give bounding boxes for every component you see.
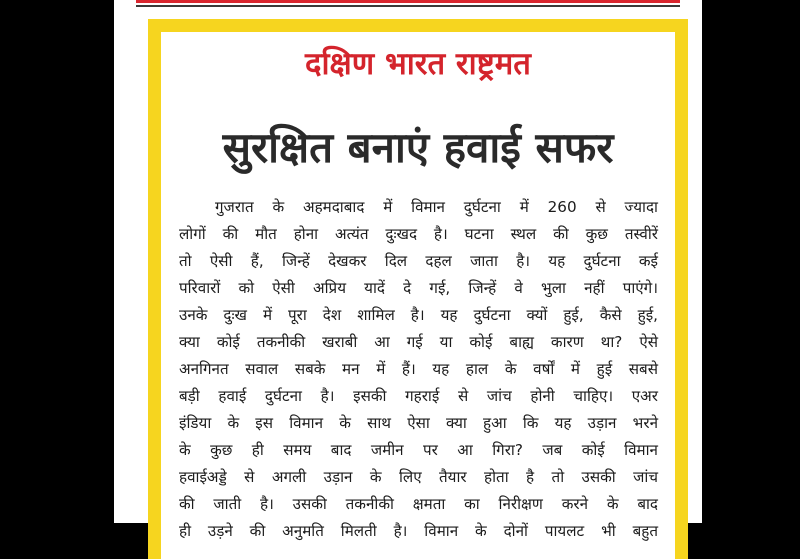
top-rule-dark <box>136 5 680 7</box>
article-line: क्या कोई तकनीकी खराबी आ गई या कोई बाह्य कारण था? ऐसे <box>179 333 658 351</box>
article-line: गुजरात के अहमदाबाद में विमान दुर्घटना में 260 से ज्यादा <box>215 198 658 216</box>
article-line: ही उड़ने की अनुमति मिलती है। विमान के दोनों पायलट भी बहुत <box>179 522 658 540</box>
article-line: उनके दुःख में पूरा देश शामिल है। यह दुर्घटना क्यों हुई, कैसे हुई, <box>179 306 658 324</box>
article-line: अनगिनत सवाल सबके मन में हैं। यह हाल के वर्षों में हुई सबसे <box>179 360 658 378</box>
article-line: हवाईअड्डे से अगली उड़ान के लिए तैयार होता है तो उसकी जांच <box>179 468 658 486</box>
top-rule-red <box>136 0 680 3</box>
article-line: की जाती है। उसकी तकनीकी क्षमता का निरीक्षण करने के बाद <box>179 495 658 513</box>
article-line: के कुछ ही समय बाद जमीन पर आ गिरा? जब कोई विमान <box>179 441 658 459</box>
article-line: तो ऐसी हैं, जिन्हें देखकर दिल दहल जाता है। यह दुर्घटना कई <box>179 252 658 270</box>
editorial-box <box>148 19 688 559</box>
article-line: बड़ी हवाई दुर्घटना है। इसकी गहराई से जांच होनी चाहिए। एअर <box>179 387 658 405</box>
article-body <box>179 194 658 545</box>
article-line: परिवारों को ऐसी अप्रिय यादें दे गई, जिन्हें वे भुला नहीं पाएंगे। <box>179 279 658 297</box>
masthead: दक्षिण भारत राष्ट्रमत <box>305 46 531 82</box>
article-line: लोगों की मौत होना अत्यंत दुःखद है। घटना स्थल की कुछ तस्वीरें <box>179 225 658 243</box>
headline: सुरक्षित बनाएं हवाई सफर <box>222 123 614 172</box>
article-line: इंडिया के इस विमान के साथ ऐसा क्या हुआ कि यह उड़ान भरने <box>179 414 658 432</box>
newspaper-clipping <box>114 0 702 540</box>
